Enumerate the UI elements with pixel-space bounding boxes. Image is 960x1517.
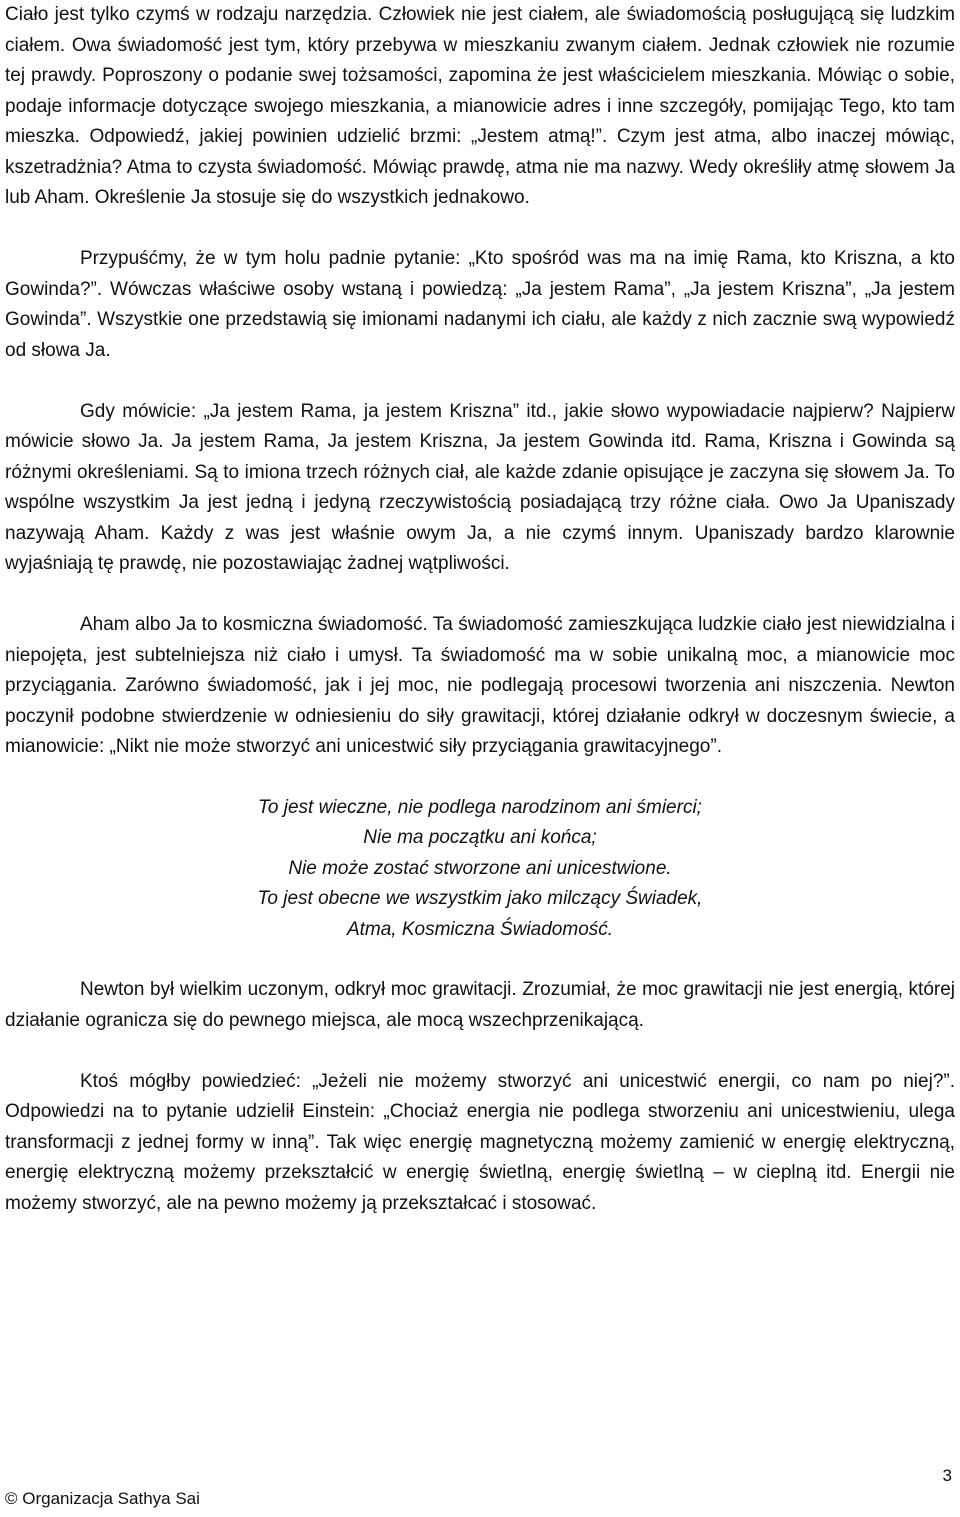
poem-line-4: To jest obecne we wszystkim jako milczący Świadek, bbox=[257, 888, 703, 909]
page-number: 3 bbox=[942, 1466, 952, 1485]
paragraph-6: Ktoś mógłby powiedzieć: „Jeżeli nie możemy stworzyć ani unicestwić energii, co nam po niej?”. Odpowiedzi na to pytanie udzielił Einstein: „Chociaż energia nie podlega stworzeniu ani unicestwieniu, ulega transformacji z jednej formy w inną”. Tak więc energię magnetyczną możemy zamienić w energię elektryczną, energię elektryczną możemy przekształcić w energię świetlną, energię świetlną – w cieplną itd. Energii nie możemy stworzyć, ale na pewno możemy ją przekształcać i stosować. bbox=[5, 1070, 955, 1214]
poem-line-2: Nie ma początku ani końca; bbox=[363, 827, 597, 848]
paragraph-5: Newton był wielkim uczonym, odkrył moc grawitacji. Zrozumiał, że moc grawitacji nie jest energią, której działanie ogranicza się do pewnego miejsca, ale mocą wszechprzenikającą. bbox=[5, 979, 955, 1031]
paragraph-3: Gdy mówicie: „Ja jestem Rama, ja jestem Kriszna” itd., jakie słowo wypowiadacie najpierw? Najpierw mówicie słowo Ja. Ja jestem Rama, Ja jestem Kriszna, Ja jestem Gowinda itd. Rama, Kriszna i Gowinda są różnymi określeniami. Są to imiona trzech różnych ciał, ale każde zdanie opisujące je zaczyna się słowem Ja. To wspólne wszystkim Ja jest jedną i jedyną rzeczywistością posiadającą trzy różne ciała. Owo Ja Upaniszady nazywają Aham. Każdy z was jest właśnie owym Ja, a nie czymś innym. Upaniszady bardzo klarownie wyjaśniają tę prawdę, nie pozostawiając żadnej wątpliwości. bbox=[5, 400, 955, 574]
poem-line-1: To jest wieczne, nie podlega narodzinom ani śmierci; bbox=[258, 796, 702, 818]
poem-block bbox=[5, 793, 955, 946]
footer-copyright: © Organizacja Sathya Sai bbox=[5, 1489, 200, 1508]
poem-line-5: Atma, Kosmiczna Świadomość. bbox=[346, 918, 614, 940]
poem-line-3: Nie może zostać stworzone ani unicestwione. bbox=[288, 857, 672, 879]
paragraph-4: Aham albo Ja to kosmiczna świadomość. Ta świadomość zamieszkująca ludzkie ciało jest niewidzialna i niepojęta, jest subtelniejsza niż ciało i umysł. Ta świadomość ma w sobie unikalną moc, a mianowicie moc przyciągania. Zarówno świadomość, jak i jej moc, nie podlegają procesowi tworzenia ani niszczenia. Newton poczynił podobne stwierdzenie w odniesieniu do siły grawitacji, której działanie odkrył w doczesnym świecie, a mianowicie: „Nikt nie może stworzyć ani unicestwić siły przyciągania grawitacyjnego”. bbox=[5, 614, 955, 757]
document-body bbox=[5, 0, 955, 1219]
paragraph-2: Przypuśćmy, że w tym holu padnie pytanie: „Kto spośród was ma na imię Rama, kto Kriszna, a kto Gowinda?”. Wówczas właściwe osoby wstaną i powiedzą: „Ja jestem Rama”, „Ja jestem Kriszna”, „Ja jestem Gowinda”. Wszystkie one przedstawią się imionami nadanymi ich ciału, ale każdy z nich zacznie swą wypowiedź od słowa Ja. bbox=[5, 248, 955, 361]
paragraph-1: Ciało jest tylko czymś w rodzaju narzędzia. Człowiek nie jest ciałem, ale świadomością posługującą się ludzkim ciałem. Owa świadomość jest tym, który przebywa w mieszkaniu zwanym ciałem. Jednak człowiek nie rozumie tej prawdy. Poproszony o podanie swej tożsamości, zapomina że jest właścicielem mieszkania. Mówiąc o sobie, podaje informacje dotyczące swojego mieszkania, a mianowicie adres i inne szczegóły, pomijając Tego, kto tam mieszka. Odpowiedź, jakiej powinien udzielić brzmi: „Jestem atmą!”. Czym jest atma, albo inaczej mówiąc, kszetradżnia? Atma to czysta świadomość. Mówiąc prawdę, atma nie ma nazwy. Wedy określiły atmę słowem Ja lub Aham. Określenie Ja stosuje się do wszystkich jednakowo. bbox=[5, 4, 955, 208]
